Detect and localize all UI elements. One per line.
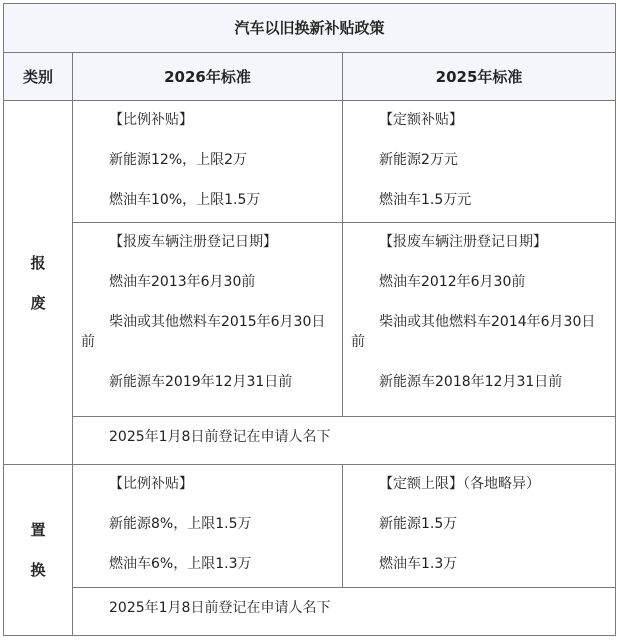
header-2025: 2025年标准	[343, 53, 616, 101]
scrap-date-2025-cell	[343, 223, 616, 417]
scrap-date-2025-line: 柴油或其他燃料车2014年6月30日前	[351, 314, 596, 350]
scrap-date-2026-heading: 【报废车辆注册登记日期】	[109, 234, 277, 250]
category-scrap-char-1: 报	[30, 253, 46, 272]
replace-subsidy-2026-line: 燃油车6%，上限1.3万	[109, 556, 252, 572]
header-2026: 2026年标准	[73, 53, 343, 101]
replace-subsidy-2026-line: 新能源8%，上限1.5万	[109, 516, 252, 532]
scrap-note-cell	[73, 417, 616, 465]
scrap-subsidy-2026-heading: 【比例补贴】	[109, 112, 193, 128]
scrap-date-2026-cell	[73, 223, 343, 417]
scrap-date-2026-line: 新能源车2019年12月31日前	[109, 374, 293, 390]
scrap-subsidy-2025-cell	[343, 101, 616, 223]
scrap-subsidy-2025-line: 新能源2万元	[379, 152, 458, 168]
header-category: 类别	[4, 53, 73, 101]
scrap-subsidy-2025-heading: 【定额补贴】	[379, 112, 463, 128]
replace-subsidy-2026-heading: 【比例补贴】	[109, 476, 193, 492]
replace-subsidy-2025-line: 新能源1.5万	[379, 516, 458, 532]
category-replace-char-2: 换	[30, 561, 46, 579]
replace-note: 2025年1月8日前登记在申请人名下	[109, 600, 331, 616]
replace-subsidy-2025-cell	[343, 465, 616, 588]
scrap-subsidy-2026-line: 新能源12%，上限2万	[109, 152, 248, 168]
scrap-note: 2025年1月8日前登记在申请人名下	[109, 429, 331, 445]
scrap-subsidy-2026-line: 燃油车10%，上限1.5万	[109, 192, 261, 208]
category-replace-char-1: 置	[30, 521, 46, 539]
policy-table	[3, 3, 616, 636]
scrap-date-2025-heading: 【报废车辆注册登记日期】	[379, 234, 547, 250]
category-replace	[4, 465, 73, 636]
replace-subsidy-2025-heading: 【定额上限】（各地略异）	[379, 476, 540, 492]
replace-note-cell	[73, 588, 616, 636]
scrap-date-2025-line: 燃油车2012年6月30前	[379, 274, 526, 290]
replace-subsidy-2025-line: 燃油车1.3万	[379, 556, 458, 572]
replace-subsidy-2026-cell	[73, 465, 343, 588]
scrap-subsidy-2026-cell	[73, 101, 343, 223]
scrap-subsidy-2025-line: 燃油车1.5万元	[379, 192, 472, 208]
scrap-date-2026-line: 燃油车2013年6月30前	[109, 274, 256, 290]
scrap-date-2026-line: 柴油或其他燃料车2015年6月30日前	[81, 314, 326, 350]
category-scrap-char-2: 废	[30, 293, 46, 312]
category-scrap	[4, 101, 73, 465]
table-title: 汽车以旧换新补贴政策	[4, 4, 616, 53]
scrap-date-2025-line: 新能源车2018年12月31日前	[379, 374, 563, 390]
